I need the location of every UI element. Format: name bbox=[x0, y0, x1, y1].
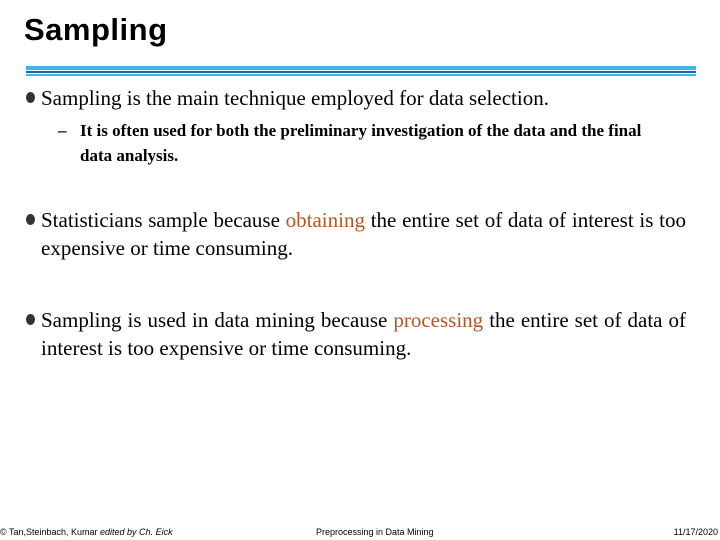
footer-date: 11/17/2020 bbox=[673, 527, 718, 537]
bullet-dot-icon bbox=[26, 214, 35, 225]
footer-editor: edited by Ch. Eick bbox=[100, 527, 173, 537]
bullet-text bbox=[41, 206, 686, 262]
bullet-text-end: the entire set of data of interest is too expensive or time consuming. bbox=[41, 308, 687, 360]
title-divider-bottom bbox=[26, 74, 696, 76]
bullet-text: Sampling is the main technique employed for data selection. bbox=[41, 86, 549, 110]
slide-title: Sampling bbox=[24, 12, 168, 47]
bullet-text bbox=[41, 306, 686, 362]
footer-course-title: Preprocessing in Data Mining bbox=[316, 527, 434, 537]
bullet-text-end: the entire set of data of interest is too expensive or time consuming. bbox=[41, 208, 686, 260]
footer-copyright bbox=[0, 527, 173, 537]
sub-bullet-text: It is often used for both the preliminary investigation of the data and the final data analysis. bbox=[80, 121, 642, 165]
bullet-dot-icon bbox=[26, 314, 35, 325]
bullet-dot-icon bbox=[26, 92, 35, 103]
bullet-text-start: Statisticians sample because bbox=[41, 208, 286, 232]
bullet-text-start: Sampling is used in data mining because bbox=[41, 308, 394, 332]
highlight-word-processing: processing bbox=[393, 308, 484, 332]
title-divider-middle bbox=[26, 71, 696, 73]
dash-icon: – bbox=[58, 121, 67, 140]
footer-authors: © Tan,Steinbach, Kumar bbox=[0, 527, 101, 537]
title-divider-top bbox=[26, 66, 696, 70]
highlight-word-obtaining: obtaining bbox=[285, 208, 365, 232]
